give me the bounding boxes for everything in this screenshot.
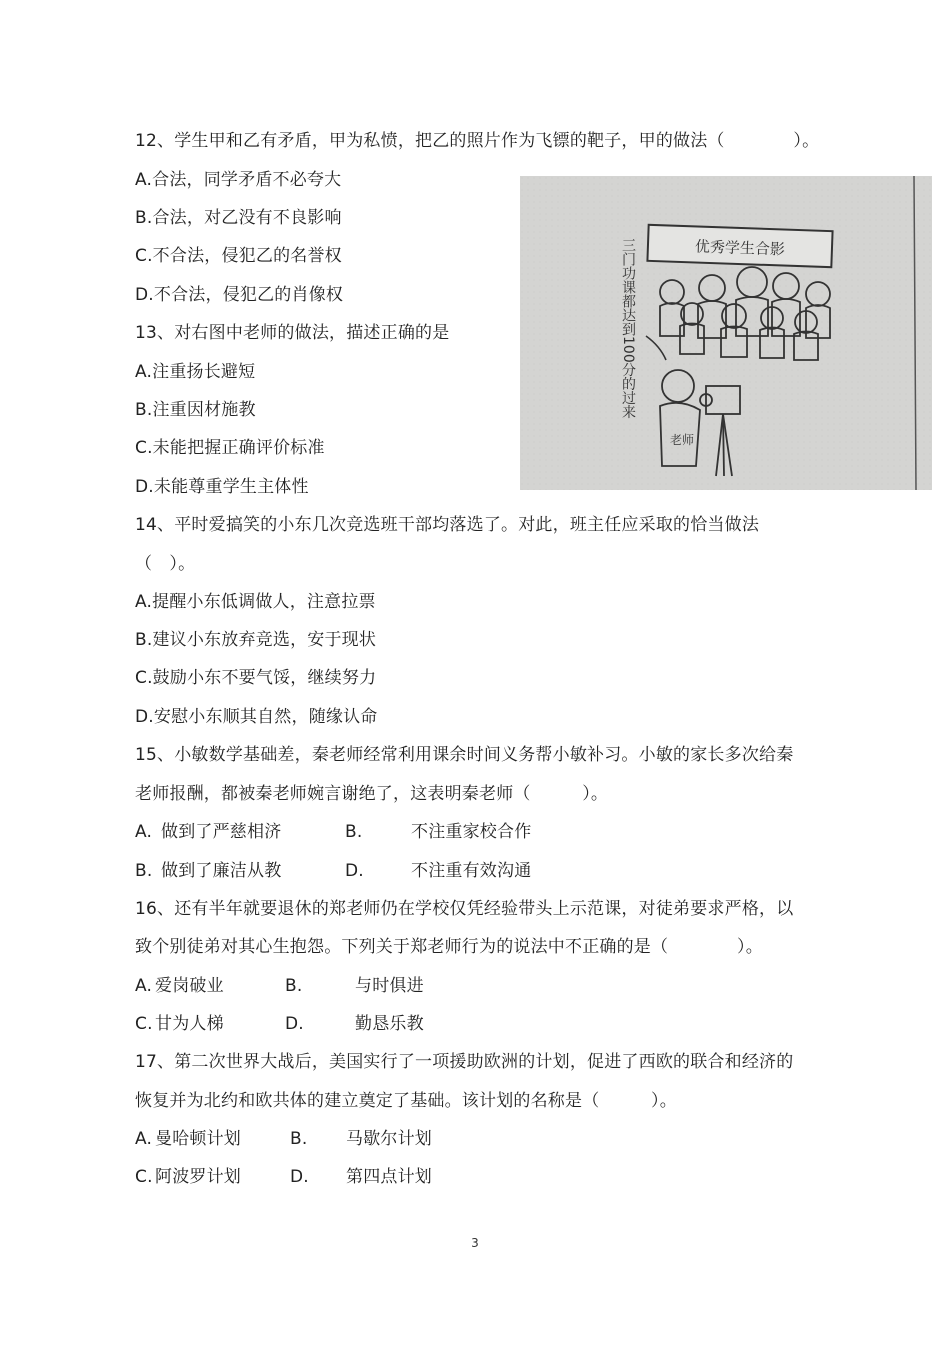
- q16-stem-line2: 致个别徒弟对其心生抱怨。下列关于郑老师行为的说法中不正确的是（ ）。: [135, 937, 763, 957]
- q13-option-c: C.未能把握正确评价标准: [135, 438, 325, 458]
- q15-stem-line1: 15、小敏数学基础差，秦老师经常利用课余时间义务帮小敏补习。小敏的家长多次给秦: [135, 745, 794, 765]
- q13-option-a: A.注重扬长避短: [135, 362, 256, 382]
- banner-text: 优秀学生合影: [694, 237, 786, 259]
- q17-stem-line2: 恢复并为北约和欧共体的建立奠定了基础。该计划的名称是（ ）。: [135, 1091, 677, 1111]
- q14-option-d: D.安慰小东顺其自然，随缘认命: [135, 707, 378, 727]
- q12-option-a: A.合法，同学矛盾不必夸大: [135, 170, 342, 190]
- page-number: 3: [471, 1236, 479, 1250]
- q17-stem-line1: 17、第二次世界大战后，美国实行了一项援助欧洲的计划，促进了西欧的联合和经济的: [135, 1052, 794, 1072]
- q14-stem-line2: （ ）。: [135, 554, 196, 574]
- q12-option-b: B.合法，对乙没有不良影响: [135, 208, 342, 228]
- q16-stem-line1: 16、还有半年就要退休的郑老师仍在学校仅凭经验带头上示范课，对徒弟要求严格，以: [135, 899, 794, 919]
- teacher-label: 老师: [670, 433, 695, 447]
- q17-options-row1: A. 曼哈顿计划 B. 马歇尔计划: [135, 1129, 432, 1149]
- q15-options-row2: B. 做到了廉洁从教 D. 不注重有效沟通: [135, 861, 532, 881]
- q14-option-a: A.提醒小东低调做人，注意拉票: [135, 592, 376, 612]
- q12-option-d: D.不合法，侵犯乙的肖像权: [135, 285, 344, 305]
- q15-stem-line2: 老师报酬，都被秦老师婉言谢绝了，这表明秦老师（ ）。: [135, 784, 609, 804]
- q16-options-row2: C. 甘为人梯 D. 勤恳乐教: [135, 1014, 424, 1034]
- q13-option-b: B.注重因材施教: [135, 400, 256, 420]
- q17-options-row2: C. 阿波罗计划 D. 第四点计划: [135, 1167, 432, 1187]
- q13-stem: 13、对右图中老师的做法，描述正确的是: [135, 323, 450, 343]
- q12-option-c: C.不合法，侵犯乙的名誉权: [135, 246, 342, 266]
- teacher-photo-cartoon: [520, 176, 932, 490]
- q16-options-row1: A. 爱岗破业 B. 与时俱进: [135, 976, 424, 996]
- side-caption: 三门功课都达到100分的过来: [620, 238, 636, 419]
- q14-stem-line1: 14、平时爱搞笑的小东几次竞选班干部均落选了。对此，班主任应采取的恰当做法: [135, 515, 760, 535]
- q14-option-b: B.建议小东放弃竞选，安于现状: [135, 630, 377, 650]
- q13-option-d: D.未能尊重学生主体性: [135, 477, 309, 497]
- q12-stem: 12、学生甲和乙有矛盾，甲为私愤，把乙的照片作为飞镖的靶子，甲的做法（ ）。: [135, 131, 820, 151]
- q14-option-c: C.鼓励小东不要气馁，继续努力: [135, 668, 377, 688]
- q15-options-row1: A. 做到了严慈相济 B. 不注重家校合作: [135, 822, 532, 842]
